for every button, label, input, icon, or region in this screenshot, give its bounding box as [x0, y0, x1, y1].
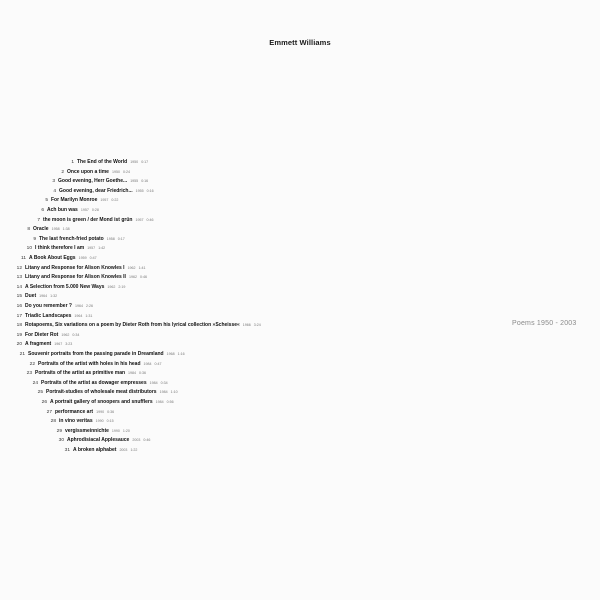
track-duration: 1:20 — [122, 428, 130, 433]
track-number: 2 — [61, 169, 64, 175]
track-title: Triadic Landscapes — [25, 312, 72, 319]
track-duration: 0:16 — [146, 188, 154, 193]
track-title: vergissmeinnichte — [65, 427, 109, 434]
track-title: performance art — [55, 408, 94, 415]
track-item — [55, 427, 130, 435]
track-duration: 0:17 — [141, 160, 149, 164]
track-meta — [100, 198, 118, 202]
track-item — [15, 312, 92, 320]
track-duration: 0:24 — [122, 169, 130, 174]
track-item — [18, 350, 185, 358]
track-item — [41, 196, 118, 204]
track-item — [15, 340, 72, 348]
track-item — [15, 273, 147, 281]
track-number: 29 — [56, 428, 62, 434]
track-year: 1964 — [74, 313, 83, 318]
track-meta — [96, 419, 114, 423]
track-meta — [135, 218, 153, 222]
track-title: For Dieter Rot — [25, 331, 59, 338]
track-duration: 0:46 — [143, 438, 151, 443]
track-year: 1959 — [78, 256, 87, 260]
track-number: 6 — [41, 208, 44, 213]
track-year: 1958 — [51, 227, 60, 232]
track-title: A fragment — [25, 341, 52, 348]
track-number: 17 — [16, 313, 22, 319]
track-duration: 0:15 — [106, 419, 114, 424]
track-meta — [52, 227, 70, 231]
track-item — [48, 177, 148, 185]
track-number: 5 — [45, 198, 48, 204]
track-year: 1964 — [39, 294, 48, 299]
track-number: 11 — [21, 256, 26, 261]
track-number: 12 — [16, 265, 22, 271]
track-meta — [243, 323, 261, 327]
track-number: 9 — [33, 236, 36, 242]
track-title: I think therefore I am — [35, 245, 85, 252]
track-item — [15, 292, 57, 300]
track-item — [57, 168, 130, 176]
track-item — [28, 360, 162, 368]
track-number: 3 — [52, 179, 55, 185]
track-year: 1966 — [242, 323, 251, 328]
track-title: Duet — [25, 293, 37, 300]
track-meta — [150, 381, 168, 385]
track-year: 1984 — [159, 390, 168, 395]
track-year: 1957 — [100, 198, 109, 203]
track-title: The last french-fried potato — [39, 235, 104, 242]
track-duration: 3:23 — [65, 342, 73, 347]
track-year: 1984 — [143, 361, 152, 366]
track-title: Good evening, dear Friedrich... — [59, 187, 133, 194]
track-year: 1984 — [155, 400, 164, 404]
track-duration: 0:28 — [91, 208, 99, 212]
track-duration: 1:31 — [85, 313, 93, 318]
track-title: A portrait gallery of snoopers and snufflers — [50, 399, 153, 405]
track-year: 2003 — [119, 448, 128, 452]
track-item — [37, 206, 99, 214]
track-title: Good evening, Herr Goethe... — [58, 178, 128, 185]
track-item — [49, 417, 114, 425]
track-number: 10 — [26, 246, 32, 252]
track-year: 1955 — [135, 188, 144, 193]
track-year: 1950 — [130, 160, 139, 164]
track-meta — [74, 314, 92, 318]
track-number: 28 — [50, 419, 56, 425]
track-title: Portraits of the artist with holes in his head — [38, 360, 141, 367]
track-year: 1950 — [111, 169, 120, 174]
track-title: Once upon a time — [67, 168, 109, 175]
track-number: 21 — [19, 352, 25, 357]
track-duration: 1:32 — [50, 294, 58, 299]
track-meta — [130, 179, 148, 183]
track-item — [29, 235, 125, 243]
track-item — [40, 398, 174, 406]
track-meta — [39, 294, 57, 298]
track-number: 23 — [26, 371, 32, 377]
track-meta — [136, 189, 154, 193]
track-year: 1984 — [149, 380, 158, 385]
track-item — [49, 187, 154, 195]
track-item — [67, 158, 148, 166]
track-number: 13 — [16, 275, 22, 281]
track-number: 14 — [16, 284, 22, 290]
track-meta — [130, 160, 148, 164]
track-item — [25, 244, 105, 252]
track-title: Souvenir portraits from the passing parade in Dreamland — [28, 351, 164, 357]
track-duration: 0:34 — [160, 380, 168, 385]
track-title: For Marilyn Monroe — [51, 197, 98, 204]
track-year: 1955 — [130, 179, 139, 184]
track-meta — [160, 390, 178, 394]
track-year: 1962 — [61, 332, 70, 337]
track-duration: 0:36 — [139, 371, 147, 376]
track-meta — [75, 304, 93, 308]
track-title: The End of the World — [77, 159, 128, 165]
track-item — [36, 388, 178, 396]
track-year: 1962 — [128, 275, 137, 280]
track-title: Oracle — [33, 226, 49, 233]
track-title: Portrait-studies of wholesale meat distributors — [46, 389, 157, 396]
track-year: 1967 — [54, 342, 63, 347]
track-number: 4 — [53, 188, 56, 194]
track-number: 7 — [37, 217, 40, 223]
track-meta — [107, 237, 125, 241]
track-number: 16 — [16, 304, 22, 309]
track-duration: 2:19 — [118, 284, 126, 289]
track-number: 15 — [16, 294, 22, 300]
track-meta — [112, 170, 130, 174]
track-title: Rotapoems, Six variations on a poem by Dieter Roth from his lyrical collection »Scheisse« — [25, 322, 240, 329]
track-number: 19 — [16, 332, 22, 338]
track-title: Portraits of the artist as primitive man — [35, 370, 126, 377]
track-year: 1958 — [106, 236, 115, 241]
track-number: 25 — [37, 390, 43, 396]
track-number: 18 — [16, 323, 22, 329]
track-duration: 0:56 — [166, 400, 174, 404]
track-title: Aphrodisiacal Applesauce — [67, 437, 130, 444]
track-duration: 2:26 — [85, 304, 93, 308]
track-year: 1990 — [95, 419, 104, 424]
track-meta — [132, 438, 150, 442]
track-duration: 1:38 — [62, 227, 70, 232]
track-number: 27 — [46, 409, 52, 415]
track-year: 2003 — [132, 438, 141, 443]
track-year: 1964 — [74, 304, 83, 308]
track-meta — [119, 448, 137, 452]
track-title: A broken alphabet — [73, 447, 117, 453]
track-item — [31, 379, 168, 387]
artist-title: Emmett Williams — [269, 38, 331, 47]
track-year: 1957 — [87, 246, 96, 251]
track-meta — [107, 285, 125, 289]
track-item — [23, 225, 70, 233]
track-item — [15, 321, 261, 329]
track-item — [15, 283, 125, 291]
track-duration: 1:16 — [177, 352, 185, 356]
track-duration: 0:34 — [72, 332, 80, 337]
track-meta — [79, 256, 97, 260]
track-year: 1968 — [166, 352, 175, 356]
track-year: 1962 — [127, 265, 136, 270]
track-year: 1990 — [96, 409, 105, 414]
track-duration: 1:41 — [138, 265, 146, 270]
track-duration: 3:24 — [253, 323, 261, 328]
track-item — [15, 264, 146, 272]
track-title: in vino veritas — [59, 418, 93, 425]
track-duration: 1:22 — [130, 448, 138, 452]
track-meta — [54, 342, 72, 346]
track-title: A Book About Eggs — [29, 255, 76, 261]
track-number: 8 — [27, 227, 30, 233]
track-title: Litany and Response for Alison Knowles II — [25, 274, 126, 281]
track-duration: 0:47 — [89, 256, 97, 260]
track-number: 30 — [58, 438, 64, 444]
track-number: 31 — [64, 448, 70, 453]
track-number: 24 — [32, 380, 38, 386]
track-item — [15, 302, 93, 310]
track-number: 1 — [71, 160, 74, 165]
track-title: the moon is green / der Mond ist grün — [43, 216, 133, 223]
track-meta — [87, 246, 105, 250]
track-number: 22 — [29, 361, 35, 367]
track-item — [57, 436, 150, 444]
track-year: 1957 — [80, 208, 89, 212]
track-item — [63, 446, 137, 454]
track-duration: 0:46 — [139, 275, 147, 280]
album-subtitle: Poems 1950 - 2003 — [512, 320, 577, 327]
track-title: Ach bun was — [47, 207, 78, 213]
track-title: Portraits of the artist as dowager empresses — [41, 379, 147, 386]
track-year: 1962 — [107, 284, 116, 289]
track-duration: 0:36 — [107, 409, 115, 414]
track-item — [19, 254, 97, 262]
track-duration: 0:47 — [154, 361, 162, 366]
track-duration: 1:10 — [170, 390, 178, 395]
track-duration: 0:16 — [141, 179, 149, 184]
track-year: 1957 — [135, 217, 144, 222]
track-meta — [96, 410, 114, 414]
track-meta — [61, 333, 79, 337]
track-meta — [128, 371, 146, 375]
track-duration: 0:22 — [111, 198, 119, 203]
track-year: 1990 — [111, 428, 120, 433]
track-number: 26 — [41, 400, 47, 405]
track-title: Litany and Response for Alison Knowles I — [25, 264, 125, 271]
track-duration: 0:17 — [117, 236, 125, 241]
track-number: 20 — [16, 342, 22, 348]
track-meta — [112, 429, 130, 433]
track-meta — [156, 400, 174, 404]
track-title: Do you remember ? — [25, 303, 72, 309]
track-item — [45, 408, 114, 416]
track-item — [25, 369, 146, 377]
track-meta — [129, 275, 147, 279]
track-title: A Selection from 5.000 New Ways — [25, 283, 105, 290]
track-duration: 1:42 — [98, 246, 106, 251]
track-meta — [144, 362, 162, 366]
track-item — [33, 216, 153, 224]
track-meta — [81, 208, 99, 212]
track-meta — [167, 352, 185, 356]
track-duration: 0:46 — [146, 217, 154, 222]
track-year: 1984 — [128, 371, 137, 376]
track-meta — [128, 266, 146, 270]
track-item — [15, 331, 79, 339]
